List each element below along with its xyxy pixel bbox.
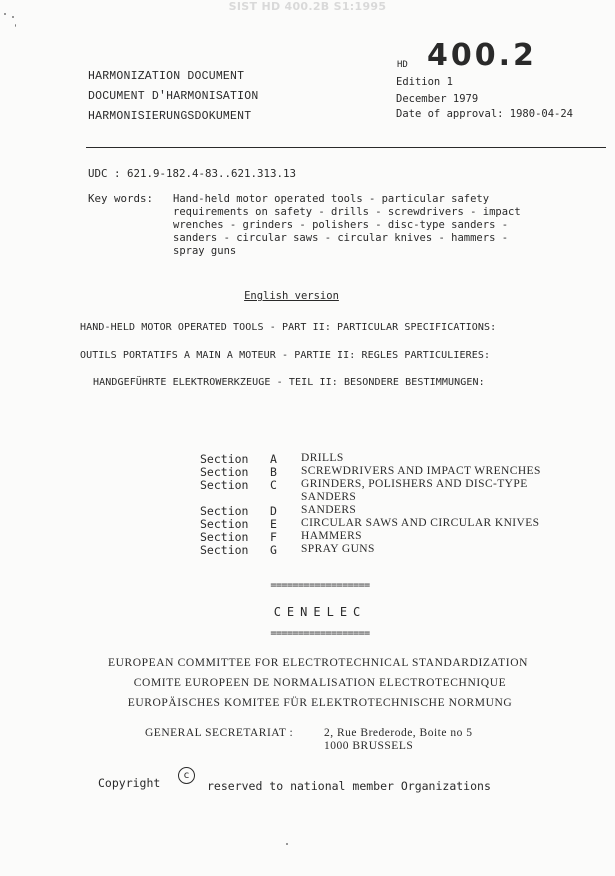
section-label: Section [200, 517, 249, 531]
spec-title-german: HANDGEFÜHRTE ELEKTROWERKZEUGE - TEIL II: BESONDERE BESTIMMUNGEN: [93, 377, 485, 388]
edition: Edition 1 [396, 76, 453, 88]
section-title: SCREWDRIVERS AND IMPACT WRENCHES [301, 465, 541, 477]
keywords-line: Hand-held motor operated tools - particular safety [173, 193, 490, 205]
scan-speck [4, 13, 6, 15]
section-letter: A [270, 452, 277, 466]
section-title-continued: SANDERS [301, 491, 357, 503]
section-label: Section [200, 478, 249, 492]
keywords-line: wrenches - grinders - polishers - disc-type sanders - [173, 219, 509, 231]
section-letter: B [270, 465, 277, 479]
spec-title-english: HAND-HELD MOTOR OPERATED TOOLS - PART II: PARTICULAR SPECIFICATIONS: [80, 322, 497, 333]
secretariat-label: GENERAL SECRETARIAT : [145, 727, 294, 739]
approval-date: Date of approval: 1980-04-24 [396, 108, 574, 120]
section-letter: E [270, 517, 277, 531]
scan-speck [286, 843, 288, 845]
copyright-icon: c [178, 767, 195, 784]
section-label: Section [200, 530, 249, 544]
section-label: Section [200, 504, 249, 518]
hd-number: 400.2 [427, 38, 537, 73]
section-letter: C [270, 478, 277, 492]
section-title: DRILLS [301, 452, 344, 464]
date: December 1979 [396, 93, 479, 105]
committee-german: EUROPÄISCHES KOMITEE FÜR ELEKTROTECHNISCHE NORMUNG [127, 697, 513, 709]
title-french: DOCUMENT D'HARMONISATION [88, 90, 259, 103]
hd-prefix: HD [397, 60, 408, 70]
copyright-label: Copyright [98, 776, 161, 790]
keywords-label: Key words: [88, 192, 154, 205]
secretariat-address-line2: 1000 BRUSSELS [324, 740, 414, 752]
english-version-text: English version [244, 290, 339, 302]
cenelec-title: CENELEC [273, 605, 367, 619]
section-title: SANDERS [301, 504, 357, 516]
english-version-heading [0, 290, 583, 302]
keywords-line: spray guns [173, 245, 237, 257]
section-title: HAMMERS [301, 530, 362, 542]
copyright-text: reserved to national member Organizations [207, 779, 491, 793]
section-title: SPRAY GUNS [301, 543, 375, 555]
committee-english: EUROPEAN COMMITTEE FOR ELECTROTECHNICAL STANDARDIZATION [107, 657, 529, 669]
keywords-line: sanders - circular saws - circular knives - hammers - [173, 232, 509, 244]
section-letter: G [270, 543, 277, 557]
scan-speck [15, 24, 16, 27]
separator-bottom: ================== [270, 628, 370, 639]
section-letter: F [270, 530, 277, 544]
section-label: Section [200, 452, 249, 466]
spec-title-french: OUTILS PORTATIFS A MAIN A MOTEUR - PARTIE II: REGLES PARTICULIERES: [80, 350, 491, 361]
watermark: SIST HD 400.2B S1:1995 [228, 0, 387, 13]
scan-speck [12, 16, 14, 18]
section-title: CIRCULAR SAWS AND CIRCULAR KNIVES [301, 517, 540, 529]
secretariat-address-line1: 2, Rue Brederode, Boite no 5 [324, 727, 473, 739]
committee-french: COMITE EUROPEEN DE NORMALISATION ELECTROTECHNIQUE [133, 677, 507, 689]
section-label: Section [200, 465, 249, 479]
header-rule [86, 147, 606, 148]
keywords-line: requirements on safety - drills - screwdrivers - impact [173, 206, 521, 218]
udc: UDC : 621.9-182.4-83..621.313.13 [88, 167, 297, 180]
separator-top: ================== [270, 580, 370, 591]
title-english: HARMONIZATION DOCUMENT [88, 70, 245, 83]
section-letter: D [270, 504, 277, 518]
section-label: Section [200, 543, 249, 557]
title-german: HARMONISIERUNGSDOKUMENT [88, 110, 252, 123]
section-title: GRINDERS, POLISHERS AND DISC-TYPE [301, 478, 528, 490]
